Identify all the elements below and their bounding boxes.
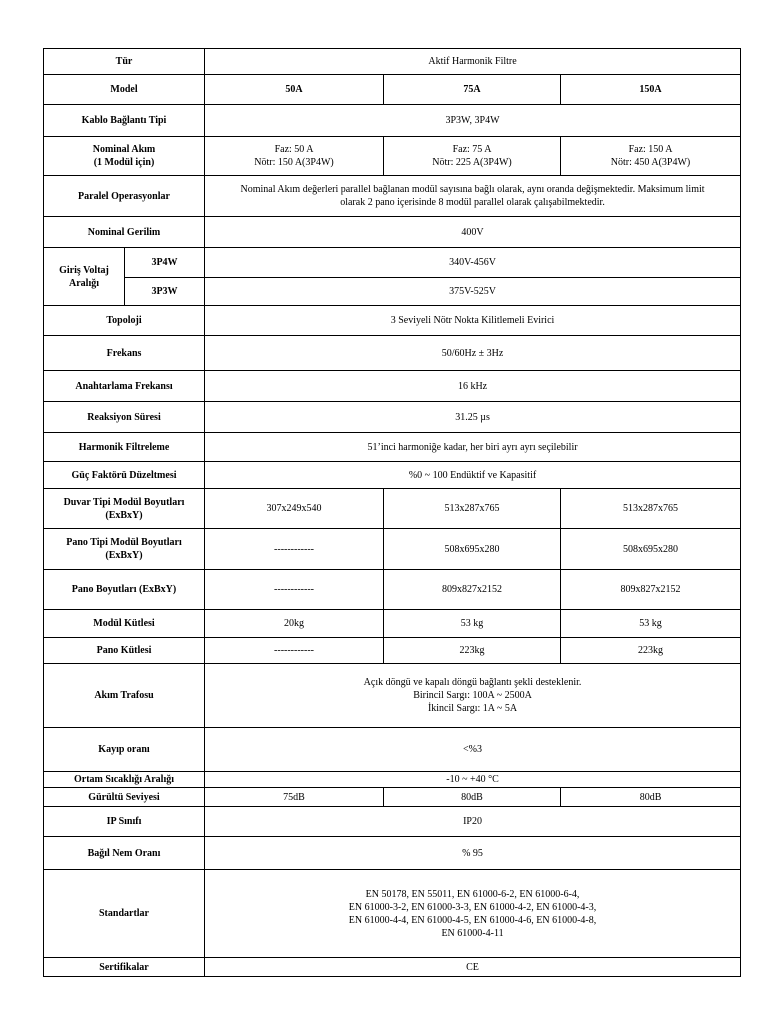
gurultu-75a: 80dB xyxy=(384,788,561,807)
row-ortam xyxy=(44,772,741,788)
pano-kutlesi-50a: ------------ xyxy=(205,638,384,664)
label-duvar-tipi xyxy=(44,489,205,529)
text-line: Açık döngü ve kapalı döngü bağlantı şekli desteklenir. xyxy=(363,677,582,688)
pano-tipi-75a: 508x695x280 xyxy=(384,529,561,570)
nominal-akim-50a xyxy=(205,137,384,176)
label-line: Duvar Tipi Modül Boyutları xyxy=(63,496,185,508)
notr-value: Nötr: 150 A(3P4W) xyxy=(254,157,334,168)
pano-boyutlari-50a: ------------ xyxy=(205,570,384,610)
label-reaksiyon: Reaksiyon Süresi xyxy=(44,402,205,433)
row-gurultu xyxy=(44,788,741,807)
text-line: EN 61000-4-4, EN 61000-4-5, EN 61000-4-6, EN 61000-4-8, xyxy=(348,914,597,926)
value-frekans: 50/60Hz ± 3Hz xyxy=(205,336,741,371)
faz-value: Faz: 75 A xyxy=(452,144,492,155)
label-line: Aralığı xyxy=(69,277,99,289)
pano-tipi-50a: ------------ xyxy=(205,529,384,570)
value-sertifikalar: CE xyxy=(205,958,741,977)
value-kayip: <%3 xyxy=(205,728,741,772)
row-kayip xyxy=(44,728,741,772)
value-standartlar xyxy=(205,870,741,958)
label-modul-kutlesi: Modül Kütlesi xyxy=(44,610,205,638)
notr-value: Nötr: 225 A(3P4W) xyxy=(432,157,512,168)
text-line: Birincil Sargı: 100A ~ 2500A xyxy=(413,690,532,701)
label-topoloji: Topoloji xyxy=(44,306,205,336)
pano-kutlesi-150a: 223kg xyxy=(561,638,741,664)
value-anahtarlama: 16 kHz xyxy=(205,371,741,402)
row-pano-boyutlari xyxy=(44,570,741,610)
duvar-tipi-75a: 513x287x765 xyxy=(384,489,561,529)
label-paralel: Paralel Operasyonlar xyxy=(44,176,205,217)
label-line: (ExBxY) xyxy=(105,550,143,561)
value-3p3w: 375V-525V xyxy=(205,278,741,306)
value-nominal-gerilim: 400V xyxy=(205,217,741,248)
label-frekans: Frekans xyxy=(44,336,205,371)
label-line: (1 Modül için) xyxy=(93,157,155,168)
row-paralel xyxy=(44,176,741,217)
label-ip: IP Sınıfı xyxy=(44,807,205,837)
label-ortam: Ortam Sıcaklığı Aralığı xyxy=(44,772,205,788)
row-frekans xyxy=(44,336,741,371)
label-nem: Bağıl Nem Oranı xyxy=(44,837,205,870)
label-standartlar: Standartlar xyxy=(44,870,205,958)
row-reaksiyon xyxy=(44,402,741,433)
label-line: Giriş Voltaj xyxy=(59,264,109,276)
faz-value: Faz: 150 A xyxy=(628,144,673,155)
row-ip xyxy=(44,807,741,837)
pano-boyutlari-150a: 809x827x2152 xyxy=(561,570,741,610)
value-nem: % 95 xyxy=(205,837,741,870)
label-3p4w: 3P4W xyxy=(125,248,205,278)
row-pano-kutlesi xyxy=(44,638,741,664)
text-line: olarak 2 pano içerisinde 8 modül parallel olarak çalışabilmektedir. xyxy=(340,197,605,208)
row-harmonik xyxy=(44,433,741,462)
faz-value: Faz: 50 A xyxy=(274,144,314,155)
row-modul-kutlesi xyxy=(44,610,741,638)
row-giris-3p3w xyxy=(44,278,741,306)
modul-kutlesi-150a: 53 kg xyxy=(561,610,741,638)
label-sertifikalar: Sertifikalar xyxy=(44,958,205,977)
label-anahtarlama: Anahtarlama Frekansı xyxy=(44,371,205,402)
modul-kutlesi-75a: 53 kg xyxy=(384,610,561,638)
label-akim-trafosu: Akım Trafosu xyxy=(44,664,205,728)
row-nominal-gerilim xyxy=(44,217,741,248)
text-line: EN 50178, EN 55011, EN 61000-6-2, EN 61000-6-4, xyxy=(365,888,580,900)
nominal-akim-75a xyxy=(384,137,561,176)
spec-table xyxy=(43,48,741,977)
label-nominal-akim xyxy=(44,137,205,176)
model-75a: 75A xyxy=(384,75,561,105)
row-giris-3p4w xyxy=(44,248,741,278)
label-harmonik: Harmonik Filtreleme xyxy=(44,433,205,462)
label-line: (ExBxY) xyxy=(105,509,143,521)
gurultu-50a: 75dB xyxy=(205,788,384,807)
pano-kutlesi-75a: 223kg xyxy=(384,638,561,664)
value-harmonik: 51’inci harmoniğe kadar, her biri ayrı ayrı seçilebilir xyxy=(205,433,741,462)
modul-kutlesi-50a: 20kg xyxy=(205,610,384,638)
label-pano-tipi xyxy=(44,529,205,570)
model-50a: 50A xyxy=(205,75,384,105)
value-kablo: 3P3W, 3P4W xyxy=(205,105,741,137)
label-pano-boyutlari: Pano Boyutları (ExBxY) xyxy=(44,570,205,610)
row-standartlar xyxy=(44,870,741,958)
value-guc-faktoru: %0 ~ 100 Endüktif ve Kapasitif xyxy=(205,462,741,489)
label-tur: Tür xyxy=(44,49,205,75)
value-reaksiyon: 31.25 µs xyxy=(205,402,741,433)
label-gurultu: Gürültü Seviyesi xyxy=(44,788,205,807)
nominal-akim-150a xyxy=(561,137,741,176)
label-line: Nominal Akım xyxy=(92,144,156,155)
value-paralel xyxy=(205,176,741,217)
value-3p4w: 340V-456V xyxy=(205,248,741,278)
label-kablo: Kablo Bağlantı Tipi xyxy=(44,105,205,137)
row-guc-faktoru xyxy=(44,462,741,489)
value-akim-trafosu xyxy=(205,664,741,728)
row-duvar-tipi xyxy=(44,489,741,529)
text-line: Nominal Akım değerleri parallel bağlanan modül sayısına bağlı olarak, aynı oranda değişmektedir. Maksimum limit xyxy=(240,184,705,195)
label-line: Pano Tipi Modül Boyutları xyxy=(66,537,182,548)
label-giris-voltaj xyxy=(44,248,125,306)
gurultu-150a: 80dB xyxy=(561,788,741,807)
value-ortam: -10 ~ +40 °C xyxy=(205,772,741,788)
row-nominal-akim xyxy=(44,137,741,176)
pano-boyutlari-75a: 809x827x2152 xyxy=(384,570,561,610)
text-line: İkincil Sargı: 1A ~ 5A xyxy=(427,703,518,714)
row-anahtarlama xyxy=(44,371,741,402)
model-150a: 150A xyxy=(561,75,741,105)
row-model xyxy=(44,75,741,105)
duvar-tipi-150a: 513x287x765 xyxy=(561,489,741,529)
label-model: Model xyxy=(44,75,205,105)
value-topoloji: 3 Seviyeli Nötr Nokta Kilitlemeli Evirici xyxy=(205,306,741,336)
text-line: EN 61000-3-2, EN 61000-3-3, EN 61000-4-2, EN 61000-4-3, xyxy=(348,901,597,913)
row-sertifikalar xyxy=(44,958,741,977)
label-guc-faktoru: Güç Faktörü Düzeltmesi xyxy=(44,462,205,489)
duvar-tipi-50a: 307x249x540 xyxy=(205,489,384,529)
pano-tipi-150a: 508x695x280 xyxy=(561,529,741,570)
row-tur xyxy=(44,49,741,75)
label-kayip: Kayıp oranı xyxy=(44,728,205,772)
label-pano-kutlesi: Pano Kütlesi xyxy=(44,638,205,664)
value-tur: Aktif Harmonik Filtre xyxy=(205,49,741,75)
label-3p3w: 3P3W xyxy=(125,278,205,306)
notr-value: Nötr: 450 A(3P4W) xyxy=(610,157,691,168)
row-nem xyxy=(44,837,741,870)
row-kablo xyxy=(44,105,741,137)
label-nominal-gerilim: Nominal Gerilim xyxy=(44,217,205,248)
row-topoloji xyxy=(44,306,741,336)
text-line: EN 61000-4-11 xyxy=(441,927,504,939)
row-pano-tipi xyxy=(44,529,741,570)
row-akim-trafosu xyxy=(44,664,741,728)
value-ip: IP20 xyxy=(205,807,741,837)
